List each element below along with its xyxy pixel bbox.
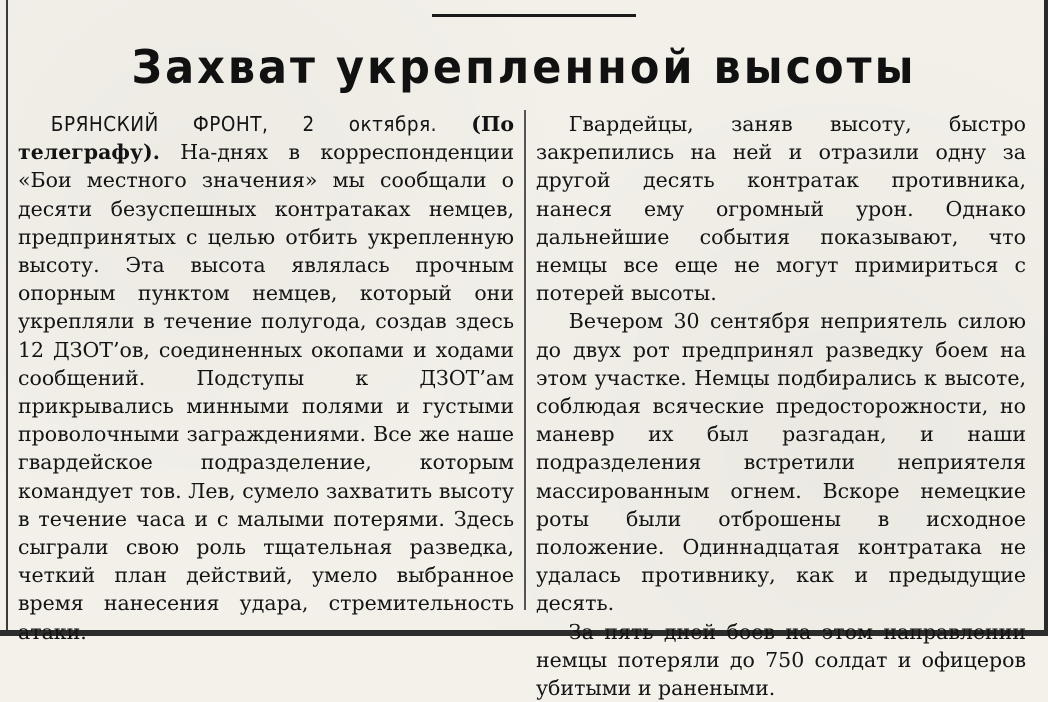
dateline: БРЯНСКИЙ ФРОНТ, 2 октября. [50,112,438,136]
right-paragraph-1: Гвардейцы, заняв высоту, быстро закрепились на ней и отразили одну за другой десять контратак противника, нанеся ему огромный урон. Однако дальнейшие события показывают, что немцы все еще не могут примириться с потерей высоты. [536,112,1026,306]
article-headline: Захват укрепленной высоты [131,41,917,95]
right-column [536,110,1026,702]
right-paragraph-3: За пять дней боев на этом направлении немцы потеряли до 750 солдат и офицеров убитыми и ранеными. [536,619,1026,701]
left-paragraph [18,110,514,646]
right-paragraph-2: Вечером 30 сентября неприятель силою до двух рот предпринял разведку боем на этом участке. Немцы подбирались к высоте, соблюдая всяческие предосторожности, но маневр их был разгадан, и наши подразделения встретили неприятеля массированным огнем. Вскоре немецкие роты были отброшены в исходное положение. Одиннадцатая контратака не удалась противнику, как и предыдущие десять. [536,309,1026,616]
left-column [18,110,514,646]
source-note: (По телеграфу). [18,112,514,165]
left-paragraph-text: На-днях в корреспонденции «Бои местного значения» мы сообщали о десяти безуспешных контратаках немцев, предпринятых с целью отбить укрепленную высоту. Эта высота являлась прочным опорным пунктом немцев, который они укрепляли в течение полугода, создав здесь 12 ДЗОТ’ов, соединенных окопами и ходами сообщений. Подступы к ДЗОТ’ам прикрывались минными полями и густыми проволочными заграждениями. Все же наше гвардейское подразделение, которым командует тов. Лев, сумело захватить высоту в течение часа и с малыми потерями. Здесь сыграли свою роль тщательная разведка, четкий план действий, умело выбранное время нанесения удара, стремительность атаки. [18,140,514,644]
top-rule [432,14,636,17]
column-divider [524,110,526,610]
